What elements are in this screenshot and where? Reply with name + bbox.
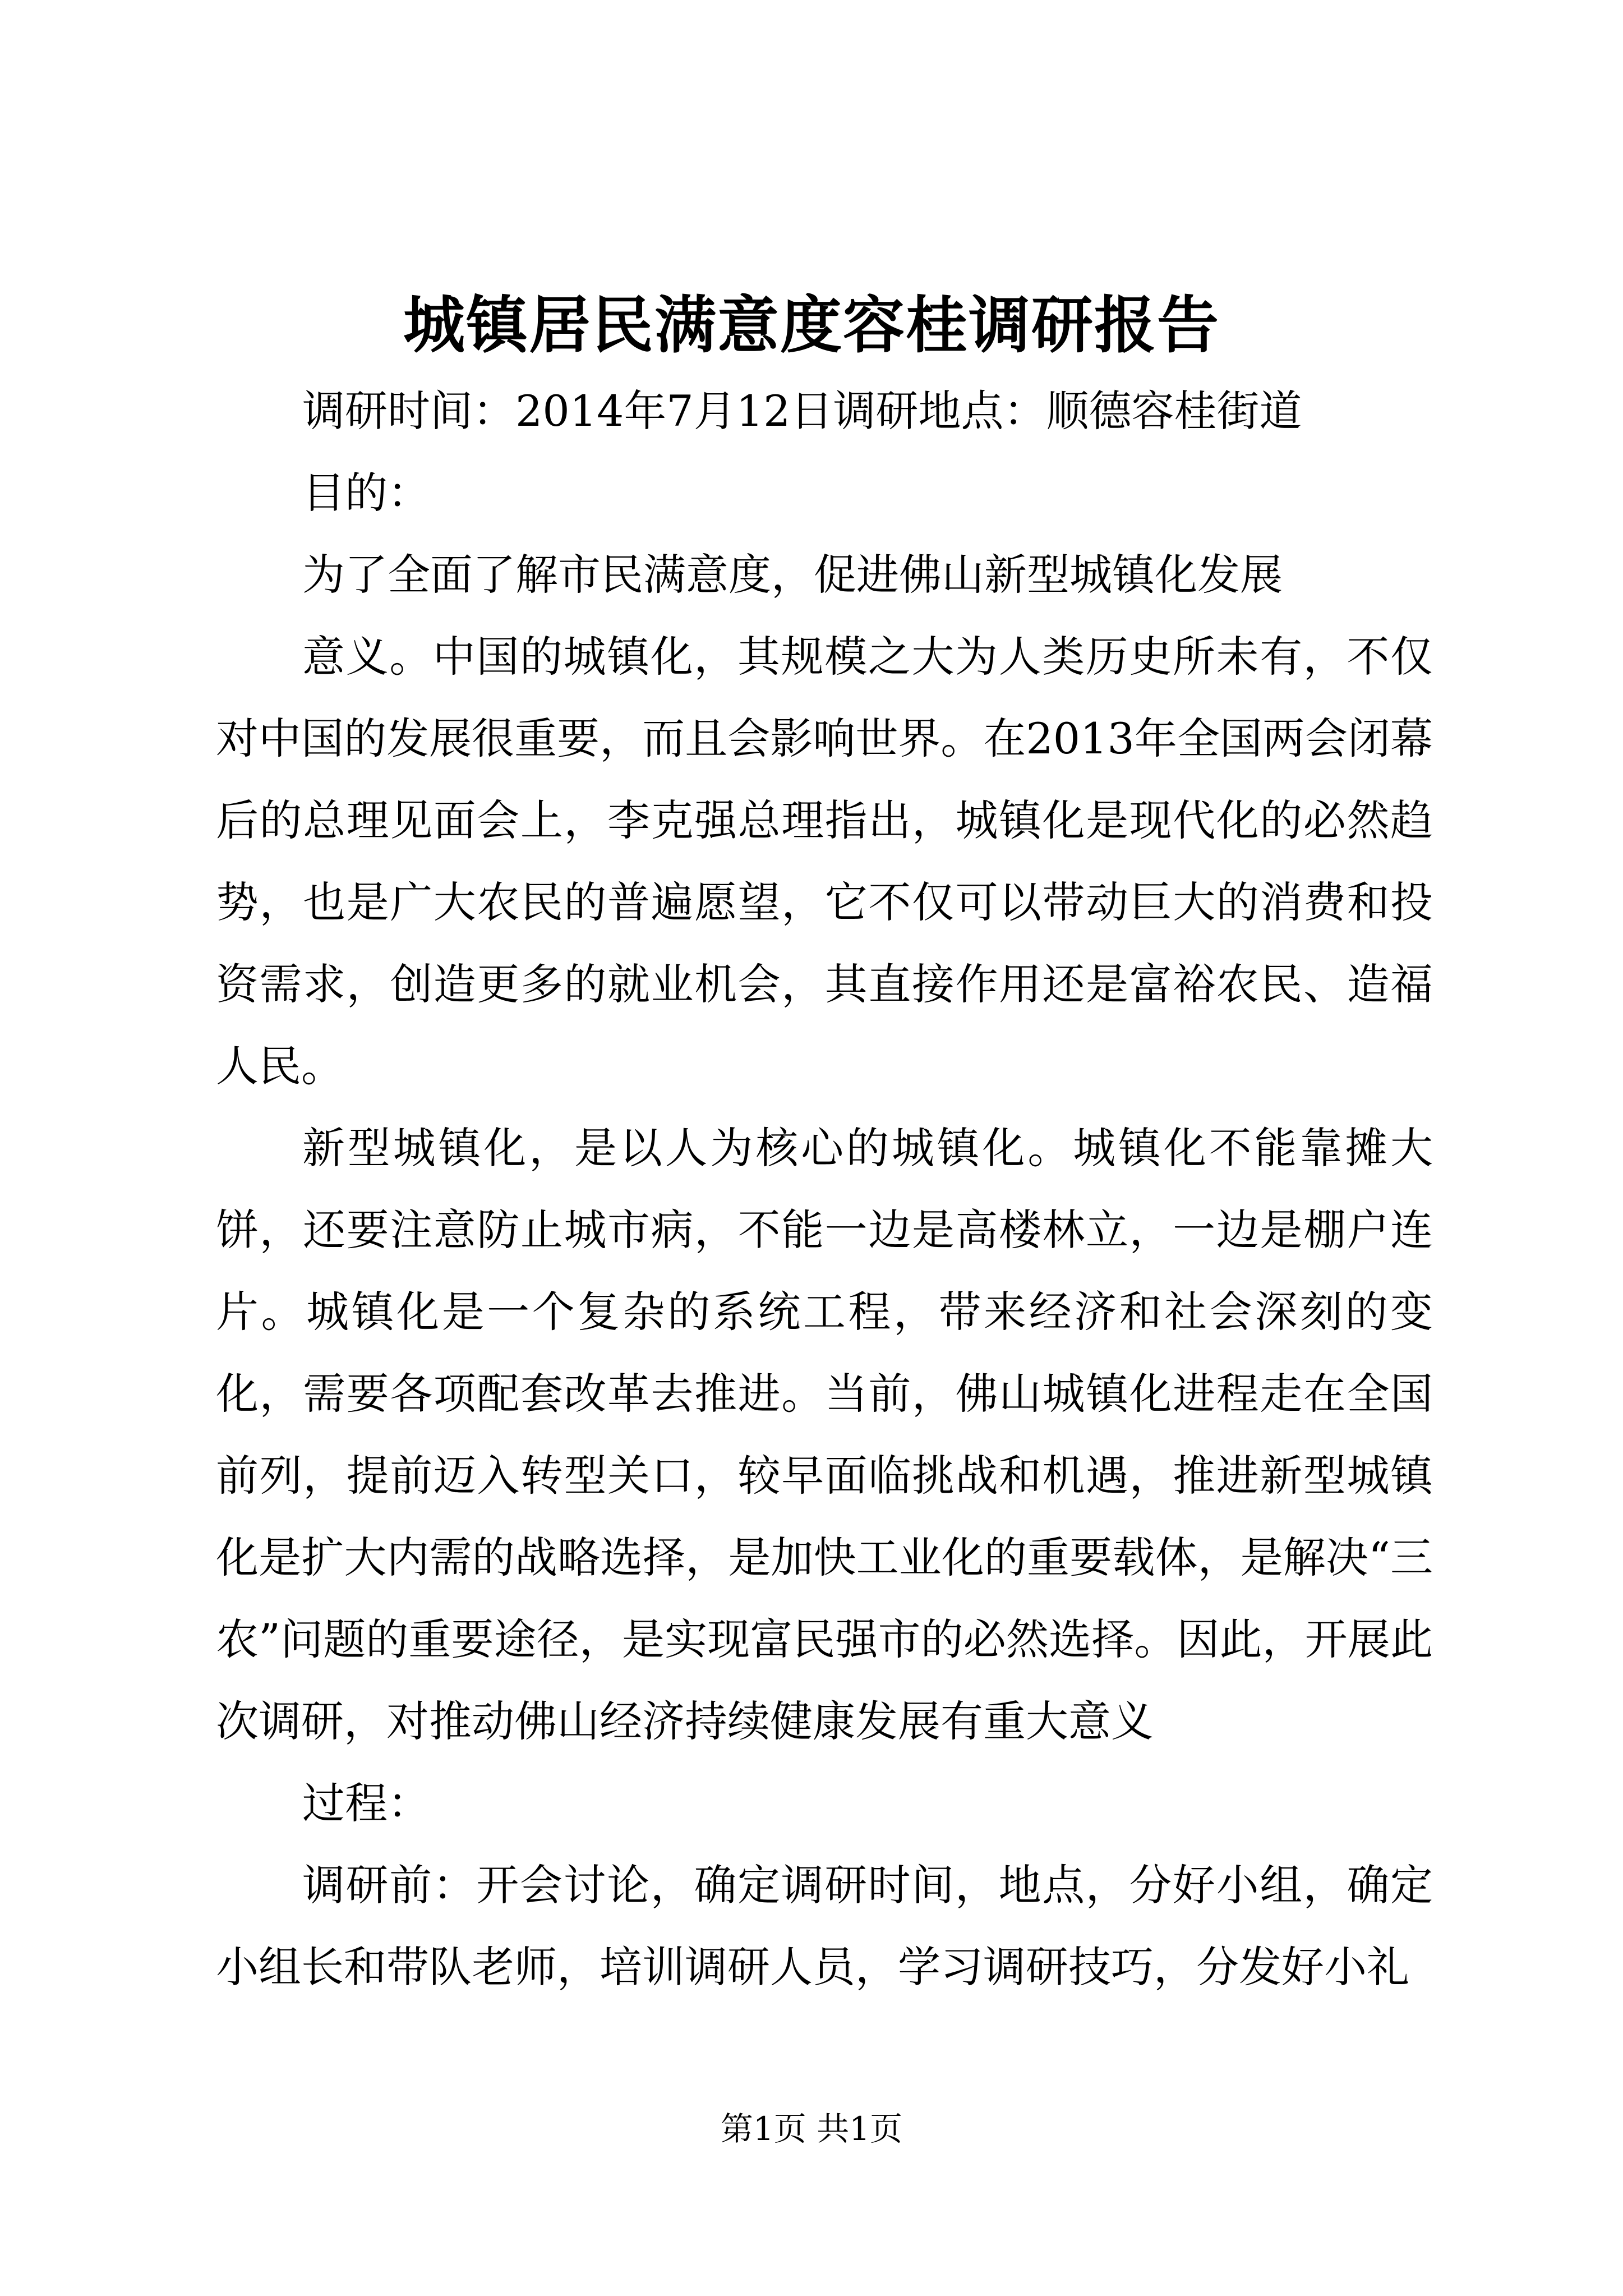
- paragraph-before-survey: 调研前：开会讨论，确定调研时间，地点，分好小组，确定小组长和带队老师，培训调研人员，学习调研技巧，分发好小礼: [216, 1860, 1433, 1992]
- paragraph-process-heading: 过程：: [302, 1778, 430, 1828]
- paragraph-purpose: 为了全面了解市民满意度，促进佛山新型城镇化发展: [302, 550, 1283, 600]
- paragraph-survey-time-place: 调研时间：2014年7月12日调研地点：顺德容桂街道: [302, 386, 1302, 436]
- document-title: 城镇居民满意度容桂调研报告: [403, 289, 1220, 361]
- document-body: [216, 370, 1433, 2008]
- paragraph-purpose-heading: 目的：: [302, 468, 430, 518]
- paragraph-new-urbanization: 新型城镇化，是以人为核心的城镇化。城镇化不能靠摊大饼，还要注意防止城市病，不能一边是高楼林立，一边是棚户连片。城镇化是一个复杂的系统工程，带来经济和社会深刻的变化，需要各项配套改革去推进。当前，佛山城镇化进程走在全国前列，提前迈入转型关口，较早面临挑战和机遇，推进新型城镇化是扩大内需的战略选择，是加快工业化的重要载体，是解决“三农”问题的重要途径，是实现富民强市的必然选择。因此，开展此次调研，对推动佛山经济持续健康发展有重大意义: [216, 1123, 1433, 1746]
- page-footer: 第1页 共1页: [720, 2110, 903, 2148]
- paragraph-significance: 意义。中国的城镇化，其规模之大为人类历史所未有，不仅对中国的发展很重要，而且会影响世界。在2013年全国两会闭幕后的总理见面会上，李克强总理指出，城镇化是现代化的必然趋势，也是广大农民的普遍愿望，它不仅可以带动巨大的消费和投资需求，创造更多的就业机会，其直接作用还是富裕农民、造福人民。: [216, 632, 1433, 1091]
